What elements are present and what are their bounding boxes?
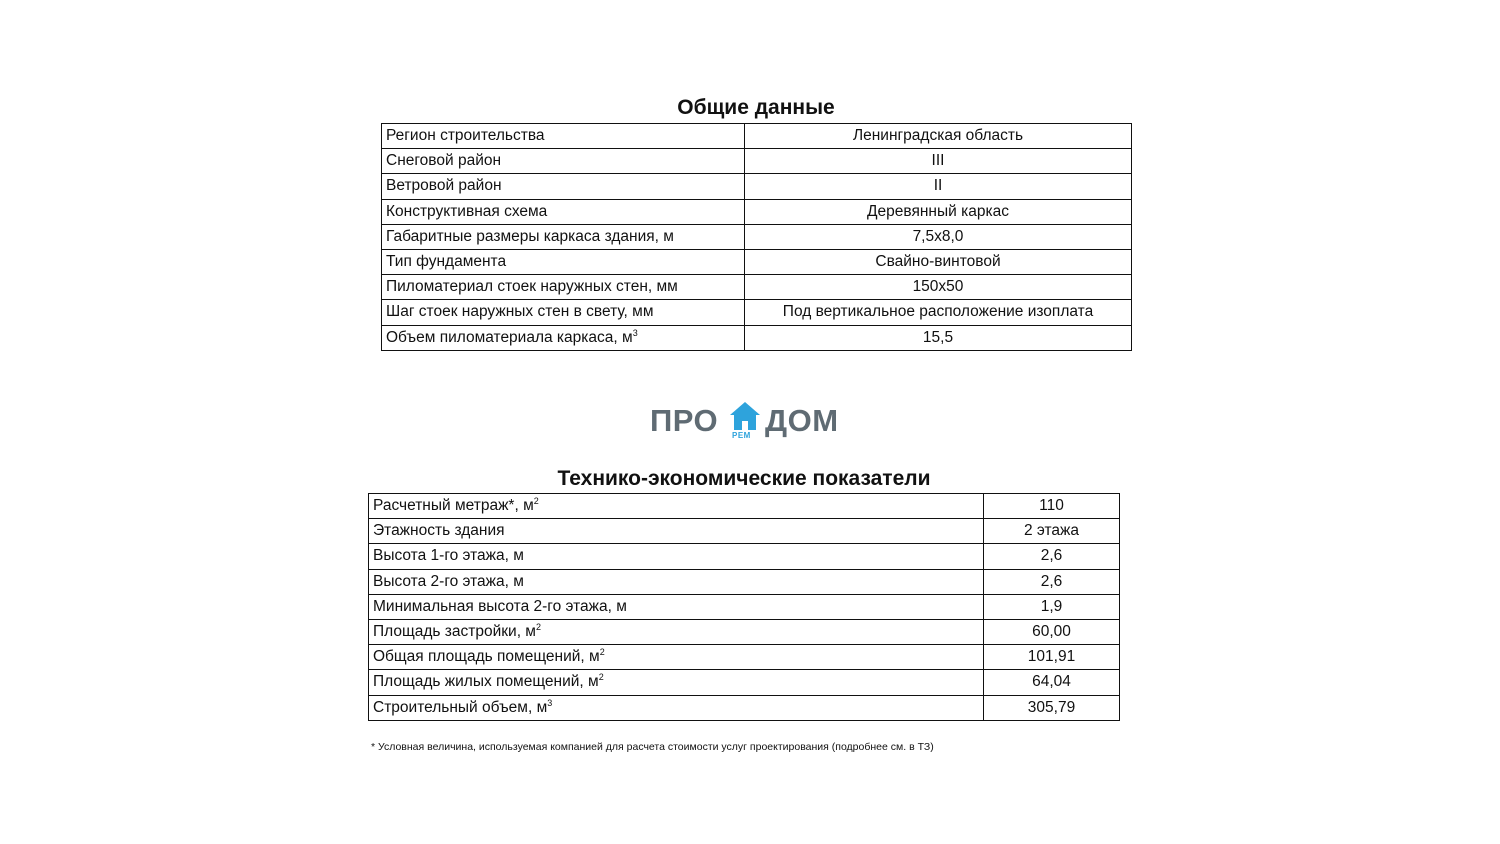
row-label: Площадь жилых помещений, $м^2$ (369, 670, 984, 695)
row-value: Под вертикальное расположение изоплата (745, 300, 1132, 325)
unit-superscript: 2 (533, 496, 539, 507)
table-row (382, 149, 1132, 174)
table-row (369, 494, 1120, 519)
table-row (382, 275, 1132, 300)
unit-superscript: 2 (599, 647, 605, 658)
row-label: Пиломатериал стоек наружных стен, мм (382, 275, 745, 300)
row-value: III (745, 149, 1132, 174)
table-row (369, 544, 1120, 569)
row-value: 305,79 (984, 695, 1120, 720)
row-value: 2 этажа (984, 519, 1120, 544)
footnote: * Условная величина, используемая компанией для расчета стоимости услуг проектирования (подробнее см. в ТЗ) (371, 741, 934, 753)
table-row (382, 124, 1132, 149)
general-data-title: Общие данные (677, 96, 835, 119)
row-label: Конструктивная схема (382, 199, 745, 224)
table-row (369, 569, 1120, 594)
row-label: Снеговой район (382, 149, 745, 174)
row-label: Строительный объем, $м^3$ (369, 695, 984, 720)
table-row (369, 619, 1120, 644)
row-value: 15,5 (745, 325, 1132, 350)
logo-word-left: ПРО (650, 403, 719, 438)
row-value: 7,5х8,0 (745, 224, 1132, 249)
row-label: Габаритные размеры каркаса здания, м (382, 224, 745, 249)
row-value: Деревянный каркас (745, 199, 1132, 224)
row-label: Тип фундамента (382, 249, 745, 274)
unit-superscript: 2 (598, 672, 604, 683)
row-label: Шаг стоек наружных стен в свету, мм (382, 300, 745, 325)
row-value: II (745, 174, 1132, 199)
row-label: Высота 1-го этажа, м (369, 544, 984, 569)
table-row (369, 670, 1120, 695)
row-label: Ветровой район (382, 174, 745, 199)
row-value: 1,9 (984, 594, 1120, 619)
table-row (369, 594, 1120, 619)
table-row (369, 645, 1120, 670)
row-value: Ленинградская область (745, 124, 1132, 149)
logo-small-text: РЕМ (732, 431, 751, 440)
row-value: 2,6 (984, 544, 1120, 569)
unit-superscript: 2 (535, 622, 541, 633)
table-row (382, 224, 1132, 249)
row-label: Регион строительства (382, 124, 745, 149)
row-label: Высота 2-го этажа, м (369, 569, 984, 594)
table-row (382, 249, 1132, 274)
table-row (382, 300, 1132, 325)
row-label: Минимальная высота 2-го этажа, м (369, 594, 984, 619)
company-logo (650, 400, 850, 445)
table-row (382, 325, 1132, 350)
row-value: 64,04 (984, 670, 1120, 695)
row-label: Расчетный метраж*, $м^2$ (369, 494, 984, 519)
row-label: Этажность здания (369, 519, 984, 544)
row-label: Объем пиломатериала каркаса, $м^3$ (382, 325, 745, 350)
tech-indicators-table (368, 493, 1120, 721)
table-row (369, 519, 1120, 544)
row-value: 101,91 (984, 645, 1120, 670)
row-value: 150х50 (745, 275, 1132, 300)
tech-indicators-title: Технико-экономические показатели (557, 467, 931, 490)
row-value: 2,6 (984, 569, 1120, 594)
unit-superscript: 3 (547, 697, 553, 708)
table-row (382, 199, 1132, 224)
house-icon (728, 400, 762, 434)
row-label: Общая площадь помещений, $м^2$ (369, 645, 984, 670)
row-value: Свайно-винтовой (745, 249, 1132, 274)
unit-superscript: 3 (632, 327, 638, 338)
general-data-table (381, 123, 1132, 351)
table-row (369, 695, 1120, 720)
table-row (382, 174, 1132, 199)
row-value: 110 (984, 494, 1120, 519)
row-label: Площадь застройки, $м^2$ (369, 619, 984, 644)
logo-word-right: ДОМ (765, 403, 839, 438)
row-value: 60,00 (984, 619, 1120, 644)
